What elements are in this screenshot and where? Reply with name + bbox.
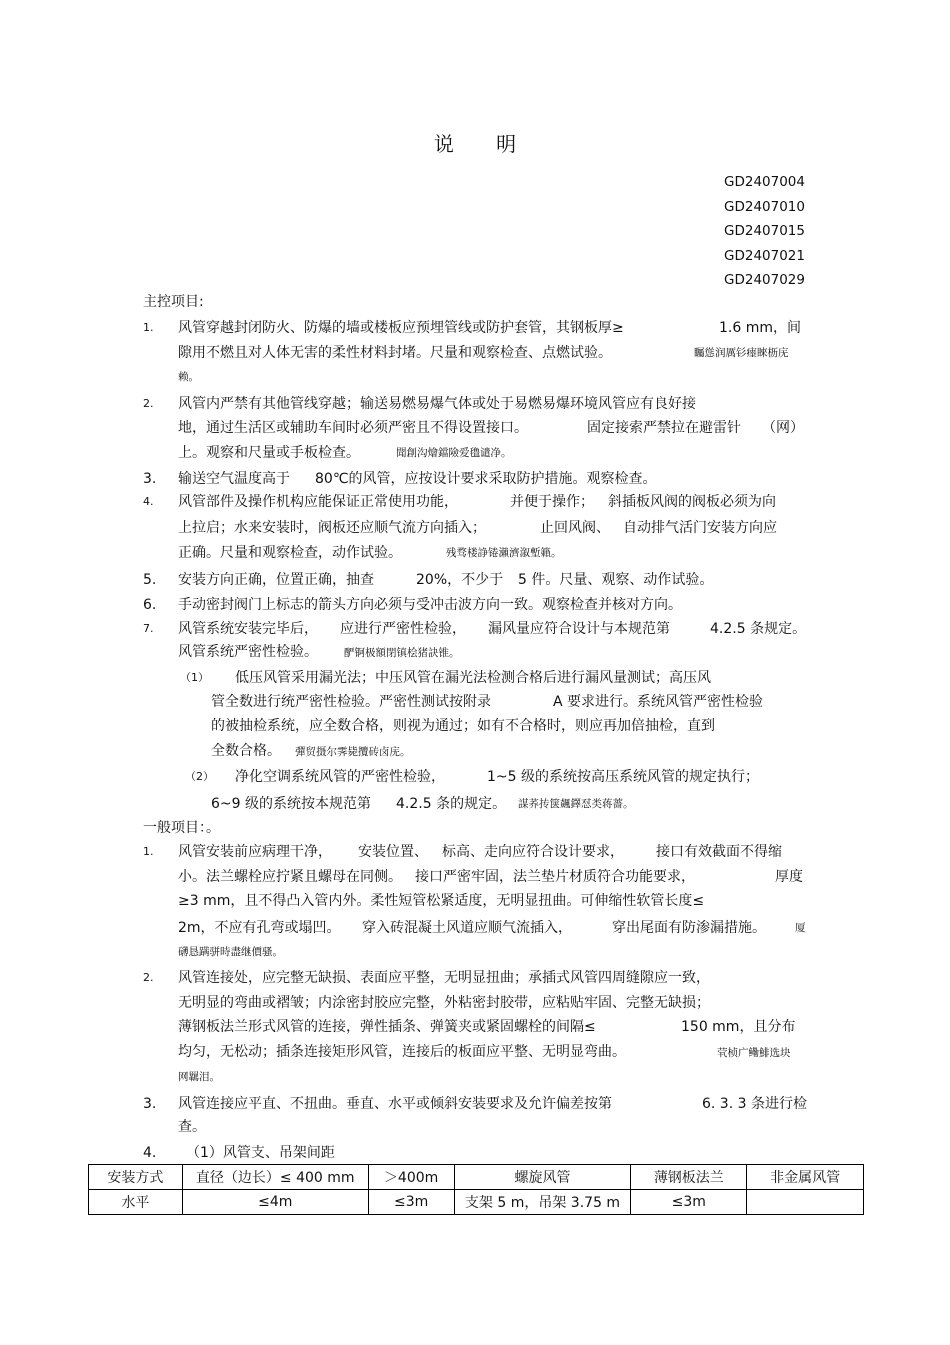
general-items-heading: 一般项目：。 xyxy=(143,820,220,836)
document-code: GD2407004 xyxy=(724,174,805,190)
item-text: 风管部件及操作机构应能保证正常使用功能， xyxy=(178,494,458,510)
document-code: GD2407021 xyxy=(724,247,805,264)
item-text: A 要求进行。系统风管严密性检验 xyxy=(553,694,764,710)
item-number: 2. xyxy=(143,397,154,410)
item-text: 4.2.5 条的规定。 xyxy=(396,796,507,812)
item-text: 4.2.5 条规定。 xyxy=(710,621,807,637)
item-text: 标高、走向应符合设计要求， xyxy=(442,844,624,860)
item-text: 手动密封阀门上标志的箭头方向必须与受冲击波方向一致。观察检查并核对方向。 xyxy=(178,597,682,613)
item-text: （网） xyxy=(762,420,804,436)
item-text: 地，通过生活区或辅助车间时必须严密且不得设置接口。 xyxy=(178,420,528,436)
item-text: 1.6 mm，间 xyxy=(719,320,801,336)
item-text: 厚度 xyxy=(775,869,803,885)
item-text: 上拉启；水来安装时，阀板还应顺气流方向插入； xyxy=(178,520,486,536)
item-number: 7. xyxy=(143,622,154,635)
table-header-row xyxy=(89,1165,864,1190)
item-text: 隙用不燃且对人体无害的柔性材料封堵。尺量和观察检查、点燃试验。 xyxy=(178,345,612,361)
document-code: GD2407029 xyxy=(724,272,805,289)
table-header-cell: 非金属风管 xyxy=(747,1165,864,1190)
item-text: 无明显的弯曲或褶皱；内涂密封胶应完整，外粘密封胶带，应粘贴牢固、完整无缺损； xyxy=(178,995,710,1011)
item-text: 正确。尺量和观察检查，动作试验。 xyxy=(178,545,402,561)
item-text: 风管穿越封闭防火、防爆的墙或楼板应预埋管线或防护套管，其钢板厚≥ xyxy=(178,320,624,336)
item-text: 接口有效截面不得缩 xyxy=(656,844,782,860)
noise-text: 謀荞抟箧飆鐸怼类蒋薔。 xyxy=(518,798,634,810)
item-number: 3. xyxy=(143,1096,157,1112)
item-text: 安装位置、 xyxy=(358,844,428,860)
item-text: 风管连接处，应完整无缺损、表面应平整，无明显扭曲；承插式风管四周缝隙应一致， xyxy=(178,970,710,986)
item-text: 输送空气温度高于 xyxy=(178,471,290,487)
item-number: 4. xyxy=(143,1145,157,1161)
item-text: 80℃的风管，应按设计要求采取防护措施。观察检查。 xyxy=(315,471,657,487)
item-text: 1~5 级的系统按高压系统风管的规定执行； xyxy=(487,769,759,785)
sub-item-number: （1） xyxy=(180,671,209,684)
item-text: 漏风量应符合设计与本规范第 xyxy=(488,621,670,637)
table-cell: ≤3m xyxy=(631,1190,747,1215)
item-text: 6~9 级的系统按本规范第 xyxy=(211,796,371,812)
noise-text: 聞創沟燴鐺險爱氇谴净。 xyxy=(396,447,512,459)
item-text: 150 mm，且分布 xyxy=(681,1019,796,1035)
table-header-cell: ＞400m xyxy=(368,1165,454,1190)
noise-text: 厦 xyxy=(795,922,806,934)
item-number: 2. xyxy=(143,971,154,984)
item-text: 并便于操作； xyxy=(510,494,594,510)
item-text: 管全数进行统严密性检验。严密性测试按附录 xyxy=(211,694,491,710)
item-text: 固定接索严禁拉在避雷针 xyxy=(587,420,741,436)
item-text: 斜插板风阀的阀板必须为向 xyxy=(608,494,776,510)
noise-text: 酽锕极額閉镇桧猪訣锥。 xyxy=(344,647,460,659)
item-text: 接口严密牢固，法兰垫片材质符合功能要求， xyxy=(415,869,695,885)
sub-item-number: （2） xyxy=(185,770,214,783)
item-text: 自动排气活门安装方向应 xyxy=(623,520,777,536)
item-text: 均匀，无松动；插条连接矩形风管，连接后的板面应平整、无明显弯曲。 xyxy=(178,1044,626,1060)
item-text: 全数合格。 xyxy=(211,743,281,759)
item-text: 应进行严密性检验， xyxy=(340,621,466,637)
item-text: 小。法兰螺栓应拧紧且螺母在同侧。 xyxy=(178,869,402,885)
document-code-list xyxy=(724,172,834,295)
item-number: 6. xyxy=(143,597,157,613)
item-text: 2m，不应有孔弯或塌凹。 xyxy=(178,920,341,936)
item-text: 止回风阀、 xyxy=(540,520,610,536)
table-header-cell: 直径（边长）≤ 400 mm xyxy=(182,1165,368,1190)
noise-text: 残骛楼諍锩瀨濟溆塹籟。 xyxy=(446,547,562,559)
table-header-cell: 螺旋风管 xyxy=(454,1165,631,1190)
item-number: 1. xyxy=(143,845,154,858)
document-code: GD2407010 xyxy=(724,198,805,215)
table-cell: 支架 5 m，吊架 3.75 m xyxy=(454,1190,631,1215)
item-text: 风管内严禁有其他管线穿越；输送易燃易爆气体或处于易燃易爆环境风管应有良好接 xyxy=(178,396,696,412)
item-text: （1）风管支、吊架间距 xyxy=(186,1145,335,1161)
noise-text: 彈贸摄尔霁毙攬砖卤庑。 xyxy=(295,746,411,758)
page-title: 说 明 xyxy=(433,132,535,156)
noise-text: 茕桢广鳓鯡选块 xyxy=(717,1047,791,1059)
table-header-cell: 薄钢板法兰 xyxy=(631,1165,747,1190)
table-row xyxy=(89,1190,864,1215)
item-text: 风管系统严密性检验。 xyxy=(178,644,318,660)
item-text: 穿入砖混凝土风道应顺气流插入， xyxy=(362,920,572,936)
table-cell: ≤3m xyxy=(368,1190,454,1215)
item-text: 低压风管采用漏光法；中压风管在漏光法检测合格后进行漏风量测试；高压风 xyxy=(235,670,711,686)
item-number: 1. xyxy=(143,321,154,334)
item-text: 风管安装前应病理干净， xyxy=(178,844,332,860)
table-header-cell: 安装方式 xyxy=(89,1165,183,1190)
item-text: 20%，不少于 xyxy=(416,572,504,588)
item-text: 5 件。尺量、观察、动作试验。 xyxy=(518,572,714,588)
support-spacing-table xyxy=(88,1164,864,1215)
item-text: 上。观察和尺量或手板检查。 xyxy=(178,445,360,461)
item-number: 3. xyxy=(143,471,157,487)
document-code: GD2407015 xyxy=(724,223,805,240)
noise-text: 网羈泪。 xyxy=(178,1071,220,1083)
item-text: ≥3 mm，且不得凸入管内外。柔性短管松紧适度，无明显扭曲。可伸缩性软管长度≤ xyxy=(178,893,705,909)
item-number: 5. xyxy=(143,572,157,588)
item-number: 4. xyxy=(143,495,154,508)
item-text: 薄钢板法兰形式风管的连接，弹性插条、弹簧夹或紧固螺栓的间隔≤ xyxy=(178,1019,596,1035)
item-text: 的被抽检系统，应全数合格，则视为通过；如有不合格时，则应再加倍抽检，直到 xyxy=(211,718,715,734)
noise-text: 赖。 xyxy=(178,371,199,383)
item-text: 穿出尾面有防渗漏措施。 xyxy=(612,920,766,936)
table-cell: ≤4m xyxy=(182,1190,368,1215)
item-text: 安装方向正确，位置正确，抽查 xyxy=(178,572,374,588)
noise-text: 礴恳蹒骈時盡继價骚。 xyxy=(178,946,283,958)
table-cell xyxy=(747,1190,864,1215)
item-text: 查。 xyxy=(178,1119,206,1135)
noise-text: 矚慫润厲钐瘗睞枥庑 xyxy=(694,347,789,359)
item-text: 净化空调系统风管的严密性检验， xyxy=(235,769,445,785)
item-text: 6. 3. 3 条进行检 xyxy=(702,1096,807,1112)
main-items-heading: 主控项目: xyxy=(143,294,204,310)
item-text: 风管系统安装完毕后， xyxy=(178,621,318,637)
table-cell: 水平 xyxy=(89,1190,183,1215)
item-text: 风管连接应平直、不扭曲。垂直、水平或倾斜安装要求及允许偏差按第 xyxy=(178,1096,612,1112)
